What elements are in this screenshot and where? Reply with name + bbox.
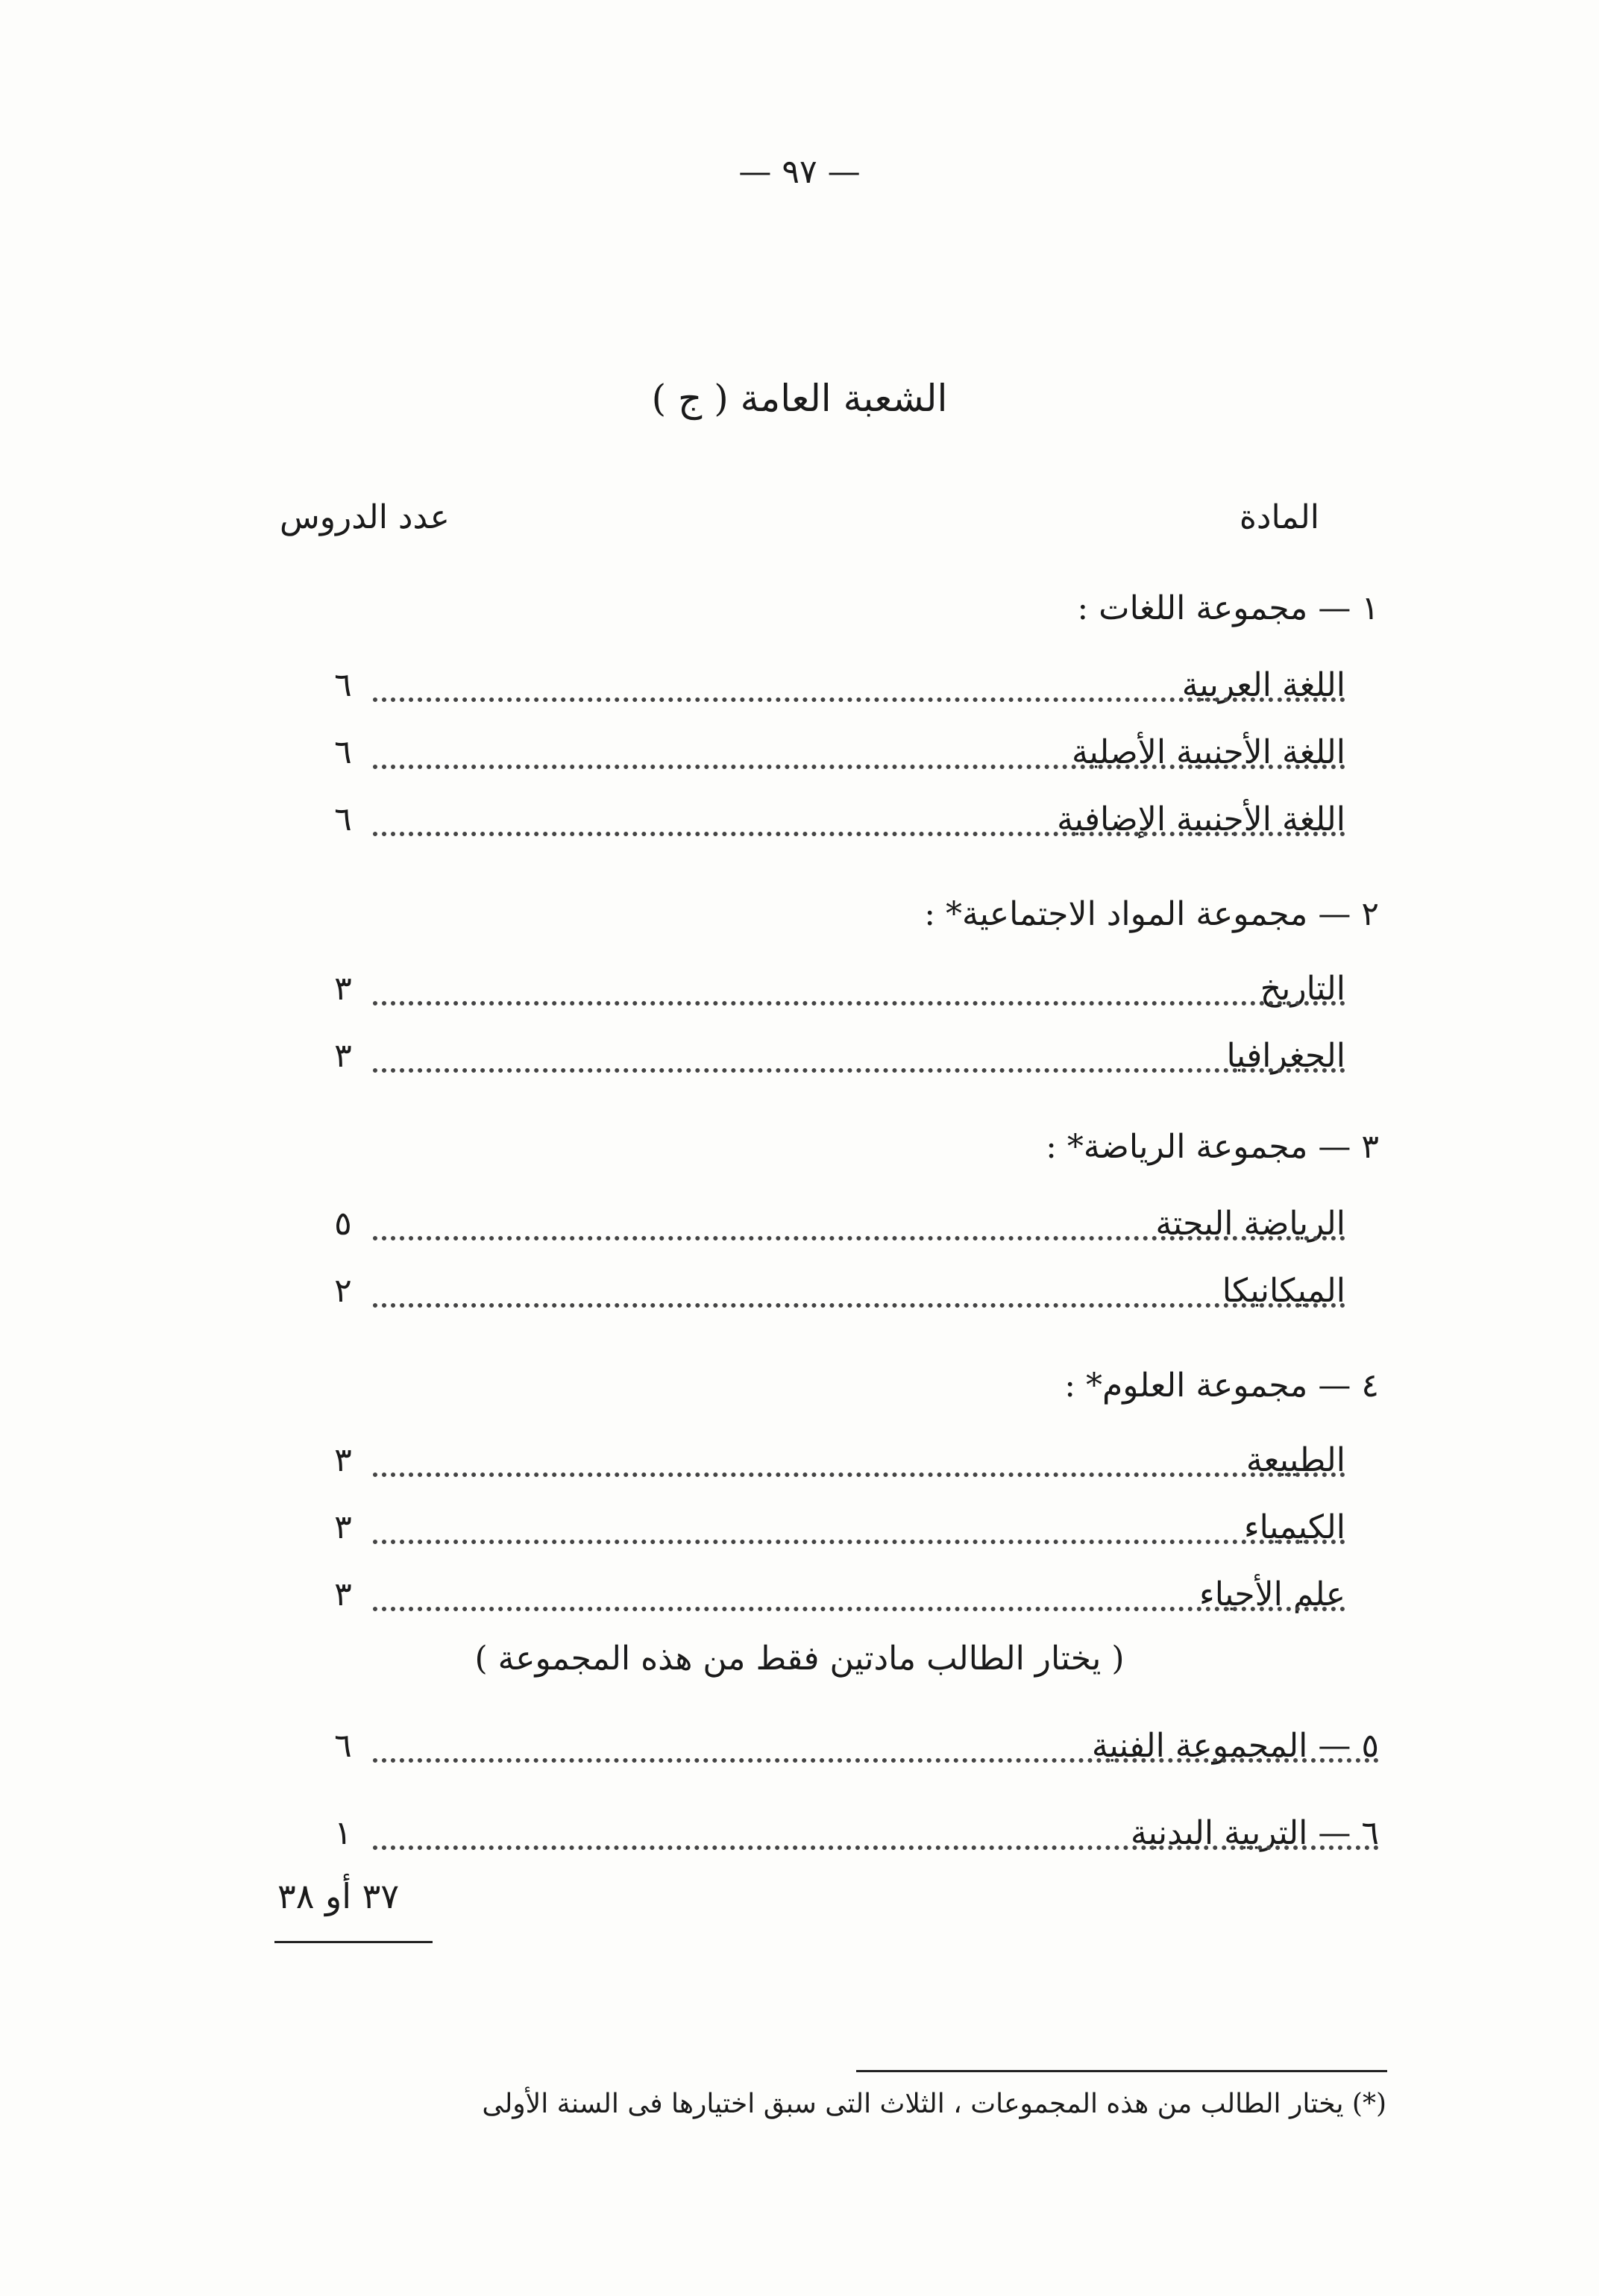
subject-name: ٦ — التربية البدنية	[1120, 1814, 1379, 1852]
total-lessons: ٣٧ أو ٣٨	[277, 1876, 400, 1916]
lesson-count: ٣	[334, 1441, 352, 1479]
dot-leader	[373, 765, 1345, 769]
table-row	[321, 1814, 1379, 1866]
subject-name: الرياضة البحتة	[1145, 1205, 1345, 1243]
table-row	[321, 1272, 1345, 1324]
lesson-count: ٦	[334, 666, 352, 704]
lesson-count: ٣	[334, 1037, 352, 1075]
dot-leader	[373, 1472, 1345, 1477]
group-heading-sciences: ٤ — مجموعة العلوم* :	[1064, 1367, 1379, 1405]
table-row	[321, 666, 1345, 718]
subject-name: اللغة الأجنبية الأصلية	[1061, 733, 1345, 771]
group-heading-social: ٢ — مجموعة المواد الاجتماعية* :	[924, 895, 1379, 933]
dot-leader	[373, 832, 1345, 836]
subject-name: الميكانيكا	[1212, 1272, 1345, 1310]
science-group-note: ( يختار الطالب مادتين فقط من هذه المجموعة )	[474, 1640, 1125, 1678]
lesson-count: ٥	[334, 1205, 352, 1243]
section-title: ( ج ) الشعبة العامة	[651, 377, 948, 420]
dot-leader	[373, 1607, 1345, 1611]
total-underline	[274, 1941, 433, 1943]
footnote-separator	[856, 2070, 1387, 2072]
lesson-count: ٢	[334, 1272, 352, 1310]
subject-name: علم الأحياء	[1189, 1575, 1345, 1613]
dot-leader	[373, 1540, 1345, 1544]
lesson-count: ٦	[334, 800, 352, 838]
group-heading-math: ٣ — مجموعة الرياضة* :	[1046, 1128, 1379, 1166]
table-row	[321, 800, 1345, 853]
lesson-count: ٣	[334, 1508, 352, 1546]
lesson-count: ٣	[334, 970, 352, 1008]
table-row	[321, 1037, 1345, 1089]
subject-name: التاريخ	[1250, 970, 1345, 1008]
dot-leader	[373, 697, 1345, 702]
dot-leader	[373, 1303, 1345, 1308]
lesson-count: ٣	[334, 1575, 352, 1613]
subject-name: الطبيعة	[1236, 1441, 1345, 1479]
dot-leader	[373, 1758, 1379, 1763]
lesson-count: ٦	[334, 1727, 352, 1765]
table-row	[321, 1205, 1345, 1257]
subject-column-header: المادة	[1239, 498, 1319, 536]
table-row	[321, 1575, 1345, 1628]
table-row	[321, 1441, 1345, 1493]
dot-leader	[373, 1845, 1379, 1850]
subject-name: الجغرافيا	[1216, 1037, 1345, 1075]
page-number: — ٩٧ —	[738, 153, 861, 191]
subject-name: ٥ — المجموعة الفنية	[1081, 1727, 1379, 1765]
dot-leader	[373, 1236, 1345, 1240]
lesson-count: ٦	[334, 733, 352, 771]
table-row	[321, 733, 1345, 785]
lesson-count: ١	[334, 1814, 352, 1852]
dot-leader	[373, 1068, 1345, 1073]
subject-name: اللغة الأجنبية الإضافية	[1046, 800, 1345, 838]
table-row	[321, 970, 1345, 1022]
group-heading-languages: ١ — مجموعة اللغات :	[1077, 589, 1379, 627]
dot-leader	[373, 1001, 1345, 1006]
subject-name: الكيمياء	[1234, 1508, 1345, 1546]
subject-name: اللغة العربية	[1172, 666, 1345, 704]
table-row	[321, 1727, 1379, 1779]
footnote: (*) يختار الطالب من هذه المجموعات ، الثلاث التى سبق اختيارها فى السنة الأولى	[482, 2089, 1386, 2119]
table-row	[321, 1508, 1345, 1561]
lessons-column-header: عدد الدروس	[280, 498, 450, 536]
